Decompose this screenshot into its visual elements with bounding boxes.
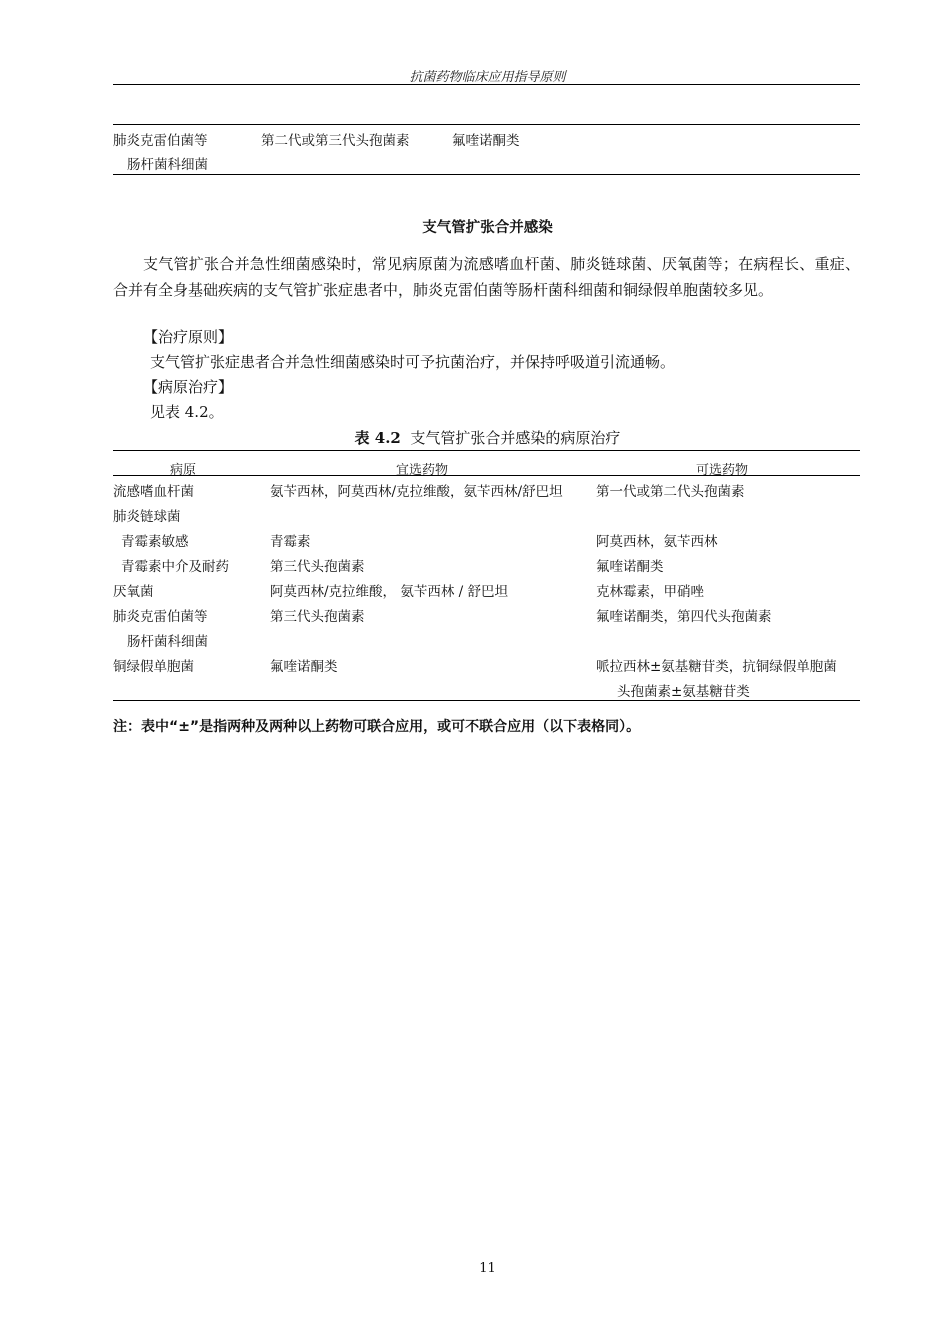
table-cell-alternative: 哌拉西林±氨基糖苷类，抗铜绿假单胞菌: [596, 659, 837, 675]
principle-text: 支气管扩张症患者合并急性细菌感染时可予抗菌治疗，并保持呼吸道引流通畅。: [150, 353, 676, 371]
table-cell-preferred: 第三代头孢菌素: [270, 609, 365, 625]
principle-heading: 【治疗原则】: [143, 328, 234, 346]
section-title: 支气管扩张合并感染: [422, 220, 553, 236]
table-cell-pathogen: 青霉素中介及耐药: [121, 559, 229, 575]
table-cell-preferred: 氟喹诺酮类: [270, 659, 338, 675]
top-table-top-rule: [113, 124, 860, 125]
table-cell-pathogen: 铜绿假单胞菌: [113, 659, 194, 675]
top-table-preferred: 第二代或第三代头孢菌素: [261, 133, 410, 149]
pathogen-heading: 【病原治疗】: [143, 378, 234, 396]
table-header-rule: [113, 475, 860, 476]
table-cell-pathogen: 青霉素敏感: [121, 534, 189, 550]
table-caption-text: 支气管扩张合并感染的病原治疗: [410, 429, 621, 447]
table-header-preferred: 宜选药物: [396, 463, 449, 478]
table-cell-preferred: 第三代头孢菌素: [270, 559, 365, 575]
table-cell-preferred: 青霉素: [270, 534, 311, 550]
top-table-alternative: 氟喹诺酮类: [452, 133, 520, 149]
table-cell-preferred: 阿莫西林/克拉维酸， 氨苄西林 / 舒巴坦: [270, 584, 508, 600]
top-table-bottom-rule: [113, 174, 860, 175]
top-table-pathogen-line2: 肠杆菌科细菌: [127, 157, 208, 173]
table-cell-alternative: 阿莫西林，氨苄西林: [596, 534, 718, 550]
table-cell-pathogen: 肺炎链球菌: [113, 509, 181, 525]
table-header-pathogen: 病原: [170, 463, 197, 478]
table-cell-pathogen: 肺炎克雷伯菌等: [113, 609, 208, 625]
table-caption: [0, 427, 950, 448]
table-cell-alternative: 克林霉素，甲硝唑: [596, 584, 704, 600]
top-table-pathogen-line1: 肺炎克雷伯菌等: [113, 133, 208, 149]
header-rule: [113, 84, 860, 85]
table-top-rule: [113, 450, 860, 451]
table-cell-preferred: 氨苄西林，阿莫西林/克拉维酸，氨苄西林/舒巴坦: [270, 484, 563, 500]
table-note: 注：表中“±”是指两种及两种以上药物可联合应用，或可不联合应用（以下表格同）。: [113, 719, 641, 735]
section-paragraph: 支气管扩张合并急性细菌感染时，常见病原菌为流感嗜血杆菌、肺炎链球菌、厌氧菌等；在病程长、重症、合并有全身基础疾病的支气管扩张症患者中，肺炎克雷伯菌等肠杆菌科细菌和铜绿假单胞菌较多见。: [113, 255, 860, 299]
pathogen-text: 见表 4.2。: [150, 403, 224, 421]
table-cell-pathogen: 肠杆菌科细菌: [127, 634, 208, 650]
table-cell-pathogen: 厌氧菌: [113, 584, 154, 600]
table-cell-alternative: 氟喹诺酮类: [596, 559, 664, 575]
table-cell-alternative: 氟喹诺酮类，第四代头孢菌素: [596, 609, 772, 625]
table-cell-alternative: 第一代或第二代头孢菌素: [596, 484, 745, 500]
table-header-alternative: 可选药物: [696, 463, 749, 478]
table-cell-pathogen: 流感嗜血杆菌: [113, 484, 194, 500]
page-number: 11: [479, 1261, 496, 1276]
table-cell-alternative: 头孢菌素±氨基糖苷类: [617, 684, 750, 700]
table-caption-number: 表 4.2: [354, 429, 401, 447]
running-header-title: 抗菌药物临床应用指导原则: [409, 70, 566, 85]
table-bottom-rule: [113, 700, 860, 701]
